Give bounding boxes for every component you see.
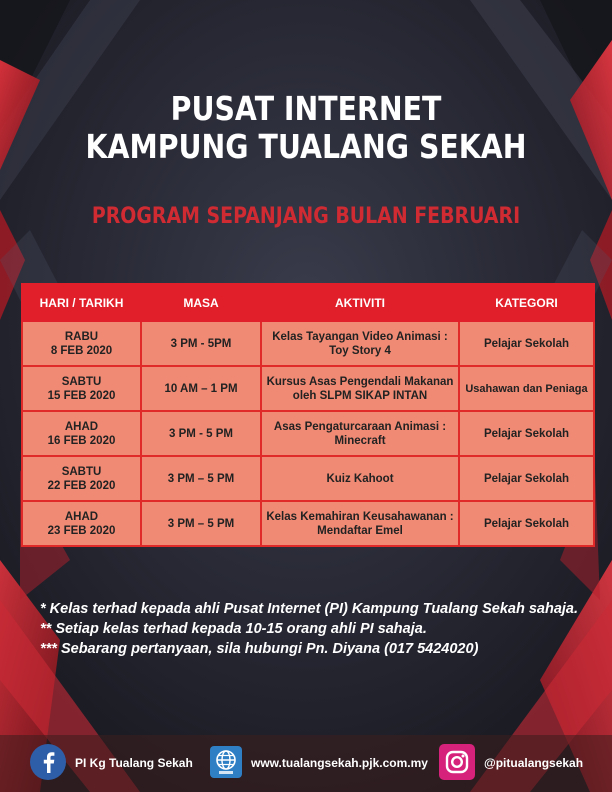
note-line: *** Sebarang pertanyaan, sila hubungi Pn. Diyana (017 5424020) bbox=[40, 641, 479, 657]
table-row bbox=[22, 501, 594, 546]
cell-day-date bbox=[22, 366, 141, 411]
instagram-label: @pitualangsekah bbox=[484, 756, 584, 770]
cell-day-date bbox=[22, 456, 141, 501]
cell-category: Pelajar Sekolah bbox=[459, 501, 594, 546]
date-text: 23 FEB 2020 bbox=[47, 524, 116, 537]
cell-category: Usahawan dan Peniaga bbox=[459, 366, 594, 411]
table-row bbox=[22, 456, 594, 501]
date-text: 15 FEB 2020 bbox=[47, 389, 116, 402]
globe-icon bbox=[210, 746, 242, 781]
activity-line1: Kelas Kemahiran Keusahawanan : bbox=[266, 510, 454, 523]
activity-line2: Toy Story 4 bbox=[329, 344, 391, 357]
activity-line2: Mendaftar Emel bbox=[317, 524, 403, 537]
table-row bbox=[22, 321, 594, 366]
date-text: 16 FEB 2020 bbox=[47, 434, 116, 447]
cell-time: 10 AM – 1 PM bbox=[141, 366, 261, 411]
cell-time: 3 PM - 5PM bbox=[141, 321, 261, 366]
cell-time: 3 PM – 5 PM bbox=[141, 501, 261, 546]
page-subtitle: PROGRAM SEPANJANG BULAN FEBRUARI bbox=[91, 204, 521, 229]
day-text: AHAD bbox=[64, 420, 99, 433]
table-row bbox=[22, 411, 594, 456]
cell-activity bbox=[261, 411, 459, 456]
cell-day-date bbox=[22, 411, 141, 456]
column-header-activity: AKTIVITI bbox=[261, 284, 459, 321]
cell-day-date bbox=[22, 321, 141, 366]
instagram-link[interactable] bbox=[439, 745, 583, 781]
column-header-category: KATEGORI bbox=[459, 284, 594, 321]
cell-category: Pelajar Sekolah bbox=[459, 456, 594, 501]
website-link[interactable] bbox=[210, 745, 428, 781]
facebook-icon bbox=[30, 744, 66, 783]
cell-day-date bbox=[22, 501, 141, 546]
instagram-icon bbox=[439, 744, 475, 783]
day-text: SABTU bbox=[61, 465, 102, 478]
cell-activity bbox=[261, 501, 459, 546]
cell-activity bbox=[261, 366, 459, 411]
activity-line1: Kursus Asas Pengendali Makanan bbox=[266, 375, 454, 388]
column-header-time: MASA bbox=[141, 284, 261, 321]
day-text: SABTU bbox=[61, 375, 102, 388]
date-text: 8 FEB 2020 bbox=[50, 344, 113, 357]
date-text: 22 FEB 2020 bbox=[47, 479, 116, 492]
schedule-table bbox=[21, 283, 595, 547]
website-label: www.tualangsekah.pjk.com.my bbox=[251, 756, 428, 770]
activity-line2: oleh SLPM SIKAP INTAN bbox=[292, 389, 428, 402]
table-header-row bbox=[22, 284, 594, 321]
column-header-day-date: HARI / TARIKH bbox=[22, 284, 141, 321]
note-line: ** Setiap kelas terhad kepada 10-15 orang ahli PI sahaja. bbox=[40, 621, 427, 637]
cell-category: Pelajar Sekolah bbox=[459, 321, 594, 366]
activity-line1: Kuiz Kahoot bbox=[326, 472, 394, 485]
cell-activity bbox=[261, 456, 459, 501]
page-title-line1: PUSAT INTERNET bbox=[170, 89, 442, 128]
note-line: * Kelas terhad kepada ahli Pusat Internet (PI) Kampung Tualang Sekah sahaja. bbox=[40, 601, 579, 617]
cell-activity bbox=[261, 321, 459, 366]
activity-line1: Kelas Tayangan Video Animasi : bbox=[272, 330, 448, 343]
activity-line1: Asas Pengaturcaraan Animasi : bbox=[273, 420, 447, 433]
facebook-label: PI Kg Tualang Sekah bbox=[75, 756, 193, 770]
table-row bbox=[22, 366, 594, 411]
facebook-link[interactable] bbox=[30, 745, 193, 781]
day-text: AHAD bbox=[64, 510, 99, 523]
page-title-line2: KAMPUNG TUALANG SEKAH bbox=[85, 127, 527, 166]
notes-block bbox=[40, 599, 600, 659]
cell-category: Pelajar Sekolah bbox=[459, 411, 594, 456]
activity-line2: Minecraft bbox=[334, 434, 386, 447]
cell-time: 3 PM – 5 PM bbox=[141, 456, 261, 501]
cell-time: 3 PM - 5 PM bbox=[141, 411, 261, 456]
day-text: RABU bbox=[64, 330, 99, 343]
